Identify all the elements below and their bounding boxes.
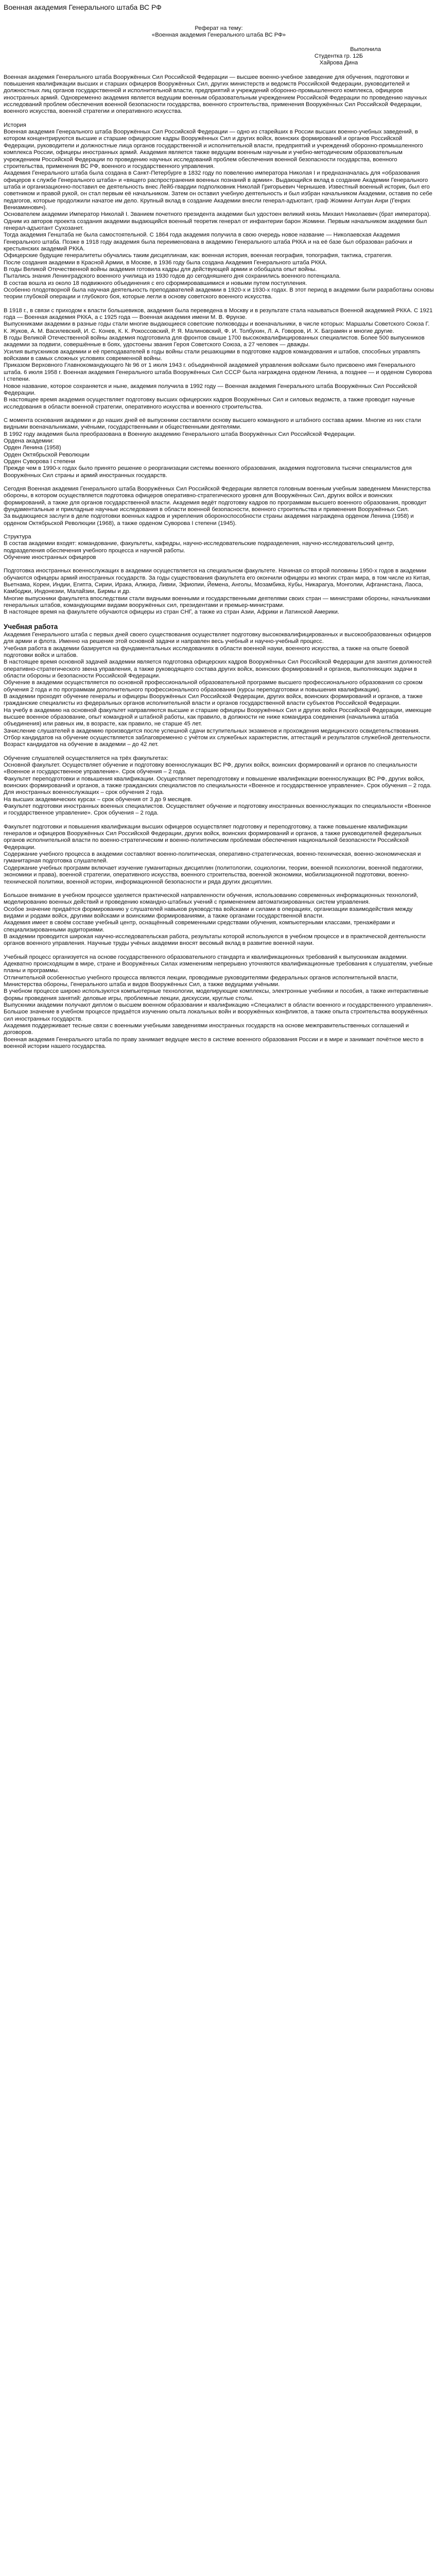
body-paragraph: Факультет подготовки и повышения квалификации высших офицеров осуществляет подготовку и переподготовку, а также повышение квалификации генералов и офицеров Вооружённых Сил Российской Федерации, других войск, воинских формирований и органов, а также руководителей федеральных органов исполнительной власти по военно-стратегическим и военно-политическим проблемам обеспечения национальной безопасности Российской Федерации. — [4, 823, 422, 851]
body-paragraph: Обучение слушателей осуществляется на трёх факультетах: — [4, 755, 169, 761]
intro-section — [4, 74, 434, 115]
body-paragraph: Тогда академия Генштаба не была самостоятельной. С 1864 года академия получила в свою очередь новое название — Николаевская Академия Генерального штаба. Позже в 1918 году академия была переименована в академию Генерального штаба РККА и на её базе был образован рабочих и крестьянских академий РККА. — [4, 232, 412, 252]
section-spacer — [4, 616, 434, 623]
body-paragraph: В академии проходят обучение генералы и офицеры Вооружённых Сил Российской Федерации, других войск, воинских формирований и органов, а также гражданские специалисты из федеральных органов исполнительной власти и органов государственной власти субъектов Российской Федерации. — [4, 693, 423, 707]
body-paragraph: В 1918 г., в связи с приходом к власти большевиков, академия была переведена в Москву и в результате стала называться Военной академией РККА. С 1921 года — Военная академия РККА, а с 1925 года — Военная академия имени М. В. Фрунзе. — [4, 307, 433, 321]
body-paragraph: В учебном процессе широко используются компьютерные технологии, моделирующие комплексы, электронные учебники и пособия, а также интерактивные формы проведения занятий: деловые игры, проблемные лекции, дискуссии, круглые столы. — [4, 988, 429, 1002]
title-line-1: Реферат на тему: — [195, 25, 243, 31]
body-paragraph: Обучение в академии осуществляется по основной профессиональной образовательной программе высшего профессионального образования со сроком обучения 2 года и по программам дополнительного профессионального образования (курсы переподготовки и повышения квалификации). — [4, 680, 423, 693]
body-paragraph: Особенно плодотворной была научная деятельность преподавателей академии в 1920-х и 1930-х годах. В этот период в академии были разработаны основы теории глубокой операции и глубокого боя, которые легли в основу советского военного искусства. — [4, 287, 434, 300]
body-paragraph: На высших академических курсах – срок обучения от 3 до 9 месяцев. — [4, 796, 193, 803]
body-paragraph: Особое значение придаётся формированию у слушателей навыков руководства войсками и силами в операциях, организации взаимодействия между видами и родами войск, другими войсками и воинскими формированиями, а также органами государственной власти. — [4, 906, 413, 919]
body-paragraph: Пытались знания Ленинградского военного училища из 1930 годов до сегодняшнего дня сохранились военного потенциала. — [4, 273, 341, 280]
body-paragraph: Военная академия Генерального штаба по праву занимает ведущее место в системе военного образования России и в мире и занимает почётное место в военной истории нашего государства. — [4, 1036, 424, 1050]
section-spacer — [4, 479, 434, 486]
body-paragraph: Военная академия Генерального штаба Вооружённых Сил Российской Федерации — одно из старейших в России высших военно-учебных заведений, в котором концентрируются высшие и старшие офицерские кадры Вооружённых Сил и других войск, воинских формирований и органов Российской Федерации, руководители и должностные лица органов государственной и исполнительной власти, предприятий и учреждений оборонно-промышленного комплекса России, офицеры иностранных армий. Академия является также ведущим военным научным и учебно-методическим образовательным учреждением Российской Федерации по проведению научных исследований проблем обеспечения военной безопасности государства, военного строительства, применения ВС РФ, военного и государственного управления. — [4, 129, 423, 170]
body-paragraph: Прежде чем в 1990-х годах было принято решение о реорганизации системы военного образования, академия подготовила тысячи специалистов для Вооружённых Сил страны и армий иностранных государств. — [4, 465, 412, 479]
document-page — [0, 3, 436, 1057]
section-spacer — [4, 749, 434, 755]
body-paragraph: В 1992 году академия была преобразована в Военную академию Генерального штаба Вооружённых Сил Российской Федерации. — [4, 431, 356, 437]
body-paragraph: Подготовка иностранных военнослужащих в академии осуществляется на специальном факультете. Начиная со второй половины 1950-х годов в академии обучаются офицеры армий иностранных государств. За годы существования факультета его окончили офицеры из многих стран мира, в том числе из Китая, Вьетнама, Кореи, Индии, Египта, Сирии, Ирака, Алжира, Ливии, Эфиопии, Йемена, Анголы, Мозамбика, Кубы, Никарагуа, Монголии, Афганистана, Лаоса, Камбоджи, Индонезии, Малайзии, Бирмы и др. — [4, 568, 431, 595]
body-paragraph: В годы Великой Отечественной войны академия готовила кадры для действующей армии и обобщала опыт войны. — [4, 266, 317, 273]
author-line-1: Выполнила — [350, 46, 381, 53]
body-paragraph: В годы Великой Отечественной войны академия подготовила для фронтов свыше 1700 высококвалифицированных специалистов. Более 500 выпускников академии за подвиги, совершённые в боях, удостоены звания Героя Советского Союза, а 27 человек — дважды. — [4, 335, 425, 348]
body-paragraph: Обучение иностранных офицеров — [4, 554, 96, 561]
body-content — [4, 122, 434, 1057]
body-paragraph: Многие выпускники факультета впоследствии стали видными военными и государственными деятелями своих стран — министрами обороны, начальниками генеральных штабов, командующими видами вооружённых сил, президентами и премьер-министрами. — [4, 595, 430, 609]
section-spacer — [4, 1050, 434, 1057]
intro-paragraph: Военная академия Генерального штаба Вооружённых Сил Российской Федерации — высшее военно-учебное заведение для обучения, подготовки и повышения квалификации высших и старших офицеров Вооружённых Сил, других министерств и ведомств Российской Федерации, руководителей и должностных лиц органов государственной и исполнительной власти, предприятий и учреждений оборонно-промышленного комплекса, офицеров иностранных армий. Одновременно академия является ведущим военным образовательным учреждением Российской Федерации по проведению научных исследований проблем обеспечения военной безопасности государства, военного строительства, применения Вооружённых Сил Российской Федерации, военного искусства, военной стратегии и оперативного искусства. — [4, 74, 427, 115]
body-paragraph: Усилия выпускников академии и её преподавателей в годы войны стали решающими в подготовке кадров командования и штабов, способных управлять войсками в самых сложных условиях современной войны. — [4, 348, 421, 362]
body-paragraph: После создания академии в Красной Армии, в Москве, в 1936 году была создана Академия Генерального штаба РККА. — [4, 259, 327, 266]
section-label: Структура — [4, 534, 31, 540]
body-paragraph: Факультет переподготовки и повышения квалификации. Осуществляет переподготовку и повышение квалификации военнослужащих ВС РФ, других войск, воинских формирований и органов, а также гражданских специалистов по специальности «Военное и государственное управление». Срок обучения – 2 года. — [4, 775, 432, 789]
body-paragraph: В настоящее время академия осуществляет подготовку высших офицерских кадров Вооружённых Сил и силовых ведомств, а также проводит научные исследования в области военной стратегии, оперативного искусства и военного строительства. — [4, 397, 415, 410]
section-label: История — [4, 122, 26, 128]
section-spacer — [4, 301, 434, 308]
body-paragraph: В академии проводится широкая научно-исследовательская работа, результаты которой используются в учебном процессе и в практической деятельности органов военного управления. Научные труды учёных академии вносят весомый вклад в развитие военной науки. — [4, 933, 426, 947]
body-paragraph: Выпускники академии получают диплом о высшем военном образовании и квалификацию «Специалист в области военного и государственного управления». — [4, 1002, 433, 1008]
body-paragraph: Большое внимание в учебном процессе уделяется практической направленности обучения, использованию современных информационных технологий, моделированию военных действий и проведению командно-штабных учений с применением автоматизированных систем управления. — [4, 892, 418, 906]
section-spacer — [4, 411, 434, 417]
section-spacer — [4, 947, 434, 954]
body-paragraph: В состав вошла из около 18 подвижного объединения с его сформировавшимися и новыми путем поступления. — [4, 280, 307, 286]
body-paragraph: Отличительной особенностью учебного процесса являются лекции, проводимые руководителями федеральных органов исполнительной власти, Министерства обороны, Генерального штаба и видов Вооружённых Сил, а также ведущими учёными. — [4, 974, 398, 988]
body-paragraph: Возраст кандидатов на обучение в академии – до 42 лет. — [4, 741, 159, 748]
body-paragraph: Новое название, которое сохраняется и ныне, академия получила в 1992 году — Военная академия Генерального штаба Вооружённых Сил Российской Федерации. — [4, 383, 417, 396]
title-line-2: «Военная академия Генерального штаба ВС РФ» — [151, 32, 286, 39]
body-paragraph: Зачисление слушателей в академию производится после успешной сдачи вступительных экзаменов и прохождения медицинского освидетельствования. Отбор кандидатов на обучение осуществляется заблаговременно с учётом их служебных характеристик, аттестаций и результатов служебной деятельности. — [4, 727, 431, 741]
author-block — [292, 46, 385, 67]
author-line-2: Студентка гр. 12Б — [314, 53, 363, 60]
body-paragraph: В настоящее время основной задачей академии является подготовка офицерских кадров Вооружённых Сил Российской Федерации для занятия должностей оперативно-стратегического звена управления, а также руководящего состава других войск, воинских формирований и органов, выполняющих задачи в области обороны и безопасности Российской Федерации. — [4, 659, 432, 679]
body-paragraph: На учебу в академию на основной факультет направляются высшие и старшие офицеры Вооружённых Сил и других войск Российской Федерации, имеющие высшее военное образование, опыт командной и штабной работы, как правило, в должности не ниже командира соединения (начальника штаба объединения) или равных им, в возрасте, как правило, не старше 45 лет. — [4, 707, 432, 727]
page-title: Военная академия Генерального штаба ВС РФ — [4, 3, 162, 11]
section-heading: Учебная работа — [4, 622, 58, 631]
body-paragraph: Содержание учебных программ включает изучение гуманитарных дисциплин (политологии, социологии, теории, военной психологии, военной педагогики, экономики и права), военной стратегии, оперативного искусства, военного строительства, военной экономики, мобилизационной подготовки, военно-технической политики, военной истории, информационной безопасности и ряда других дисциплин. — [4, 865, 424, 885]
section-spacer — [4, 561, 434, 568]
body-paragraph: Основателем академии Император Николай I. Званием почетного президента академии был удостоен великий князь Михаил Николаевич (брат императора). Одним из авторов проекта создания академии выдающийся военный теоретик генерал от инфантерии барон Жомини. Первым начальником академии был генерал-адъютант Сухозанет. — [4, 211, 431, 231]
body-paragraph: В состав академии входят: командование, факультеты, кафедры, научно-исследовательские подразделения, научно-исследовательский центр, подразделения обеспечения учебного процесса и научной работы. — [4, 540, 394, 554]
body-paragraph: Ордена академии: Орден Ленина (1958) Орден Октябрьской Революции Орден Суворова I степени — [4, 437, 90, 465]
section-spacer — [4, 527, 434, 534]
body-paragraph: Основной факультет. Осуществляет обучение и подготовку военнослужащих ВС РФ, других войск, воинских формирований и органов по специальности «Военное и государственное управление». Срок обучения – 2 года. — [4, 762, 417, 775]
body-paragraph: Для иностранных военнослужащих – срок обучения 2 года. — [4, 789, 164, 796]
body-paragraph: Сегодня Военная академия Генерального штаба Вооружённых Сил Российской Федерации является головным военным учебным заведением Министерства обороны, в котором осуществляется подготовка офицеров оперативно-стратегического уровня для Вооружённых Сил, других войск и воинских формирований, а также для органов государственной власти. Академия ведёт подготовку кадров по программам высшего военного образования, проводит фундаментальные и прикладные научные исследования в области военной безопасности, военного строительства и применения Вооружённых Сил. — [4, 485, 431, 513]
body-paragraph: Учебная работа в академии базируется на фундаментальных исследованиях в области военной науки, военного искусства, а также на опыте боевой подготовки войск и штабов. — [4, 645, 409, 658]
body-paragraph: Выпускниками академии в разные годы стали многие выдающиеся советские полководцы и военачальники, в числе которых: Маршалы Советского Союза Г. К. Жуков, А. М. Василевский, И. С. Конев, К. К. Рокоссовский, Р. Я. Малиновский, Ф. И. Толбухин, Л. А. Говоров, И. Х. Баграмян и многие другие. — [4, 321, 430, 334]
body-paragraph: Содержание учебного процесса в академии составляют военно-политическая, оперативно-стратегическая, военно-техническая, военно-экономическая и гуманитарная подготовка слушателей. — [4, 851, 421, 865]
body-paragraph: Приказом Верховного Главнокомандующего № 96 от 1 июля 1943 г. объединённой академией управления войсками было присвоено имя Генерального штаба. 6 июля 1958 г. Военная академия Генерального штаба Вооружённых Сил СССР была награждена орденом Ленина, а позднее — и орденом Суворова I степени. — [4, 362, 432, 383]
body-paragraph: Офицерские будущие генералитеты обучались таким дисциплинам, как: военная история, военная география, топография, тактика, стратегия. — [4, 252, 393, 259]
body-paragraph: Академия поддерживает тесные связи с военными учебными заведениями иностранных государств на основе межправительственных соглашений и договоров. — [4, 1023, 409, 1036]
section-spacer — [4, 886, 434, 892]
body-paragraph: Академия имеет в своём составе учебный центр, оснащённый современными средствами обучения, компьютерными классами, тренажёрами и специализированными аудиториями. — [4, 920, 395, 933]
body-paragraph: Адекватно происходящим в мире, стране и Вооружённых Силах изменениям непрерывно уточняются квалификационные требования к слушателям, учебные планы и программы. — [4, 960, 433, 974]
author-line-3: Хайрова Дина — [319, 60, 358, 66]
body-paragraph: Академия Генерального штаба с первых дней своего существования осуществляет подготовку высококвалифицированных и высокообразованных офицеров для армии и флота. Именно на решение этой основной задачи и направлен весь учебный и научно-учебный процесс. — [4, 631, 431, 645]
body-paragraph: Академия Генерального штаба была создана в Санкт-Петербурге в 1832 году по повелению императора Николая I и предназначалась для «образования офицеров к службе Генерального штаба» и «вящего распространения военных познаний в армии». Выдающийся вклад в создание Академии Генерального штаба и организационно-поставил ее деятельность внес Лейб-гвардии подполковник Николай Григорьевич Чернышев. Известный военный историк, был его советником и правой рукой, он стал первым её начальником. Затем он оставил учебную деятельность и был избран начальником Академии, оставив по себе педагогов, которые продолжили начатое им дело. Крупный вклад в создание Академии внесли генерал-адъютант, граф Жомини Антуан Анри (Генрих Вениаминович). — [4, 170, 432, 211]
section-spacer — [4, 817, 434, 824]
body-paragraph: Факультет подготовки иностранных военных специалистов. Осуществляет обучение и подготовку иностранных военнослужащих по специальности «Военное и государственное управление». Срок обучения – 2 года. — [4, 803, 431, 817]
body-paragraph: Учебный процесс организуется на основе государственного образовательного стандарта и квалификационных требований к выпускникам академии. — [4, 954, 408, 960]
body-paragraph: Большое значение в учебном процессе придаётся изучению опыта локальных войн и вооружённых конфликтов, а также опыта строительства вооружённых сил иностранных государств. — [4, 1009, 428, 1022]
body-paragraph: С момента основания академии и до наших дней её выпускники составляли основу высшего командного и штабного состава армии. Многие из них стали видными военачальниками, учёными, государственными и общественными деятелями. — [4, 417, 421, 431]
body-paragraph: В настоящее время на факультете обучаются офицеры из стран СНГ, а также из стран Азии, Африки и Латинской Америки. — [4, 609, 340, 616]
body-paragraph: За выдающиеся заслуги в деле подготовки военных кадров и укрепления обороноспособности страны академия награждена орденом Ленина (1958) и орденом Октябрьской Революции (1968), а также орденом Суворова I степени (1945). — [4, 513, 414, 527]
title-block — [4, 25, 434, 39]
